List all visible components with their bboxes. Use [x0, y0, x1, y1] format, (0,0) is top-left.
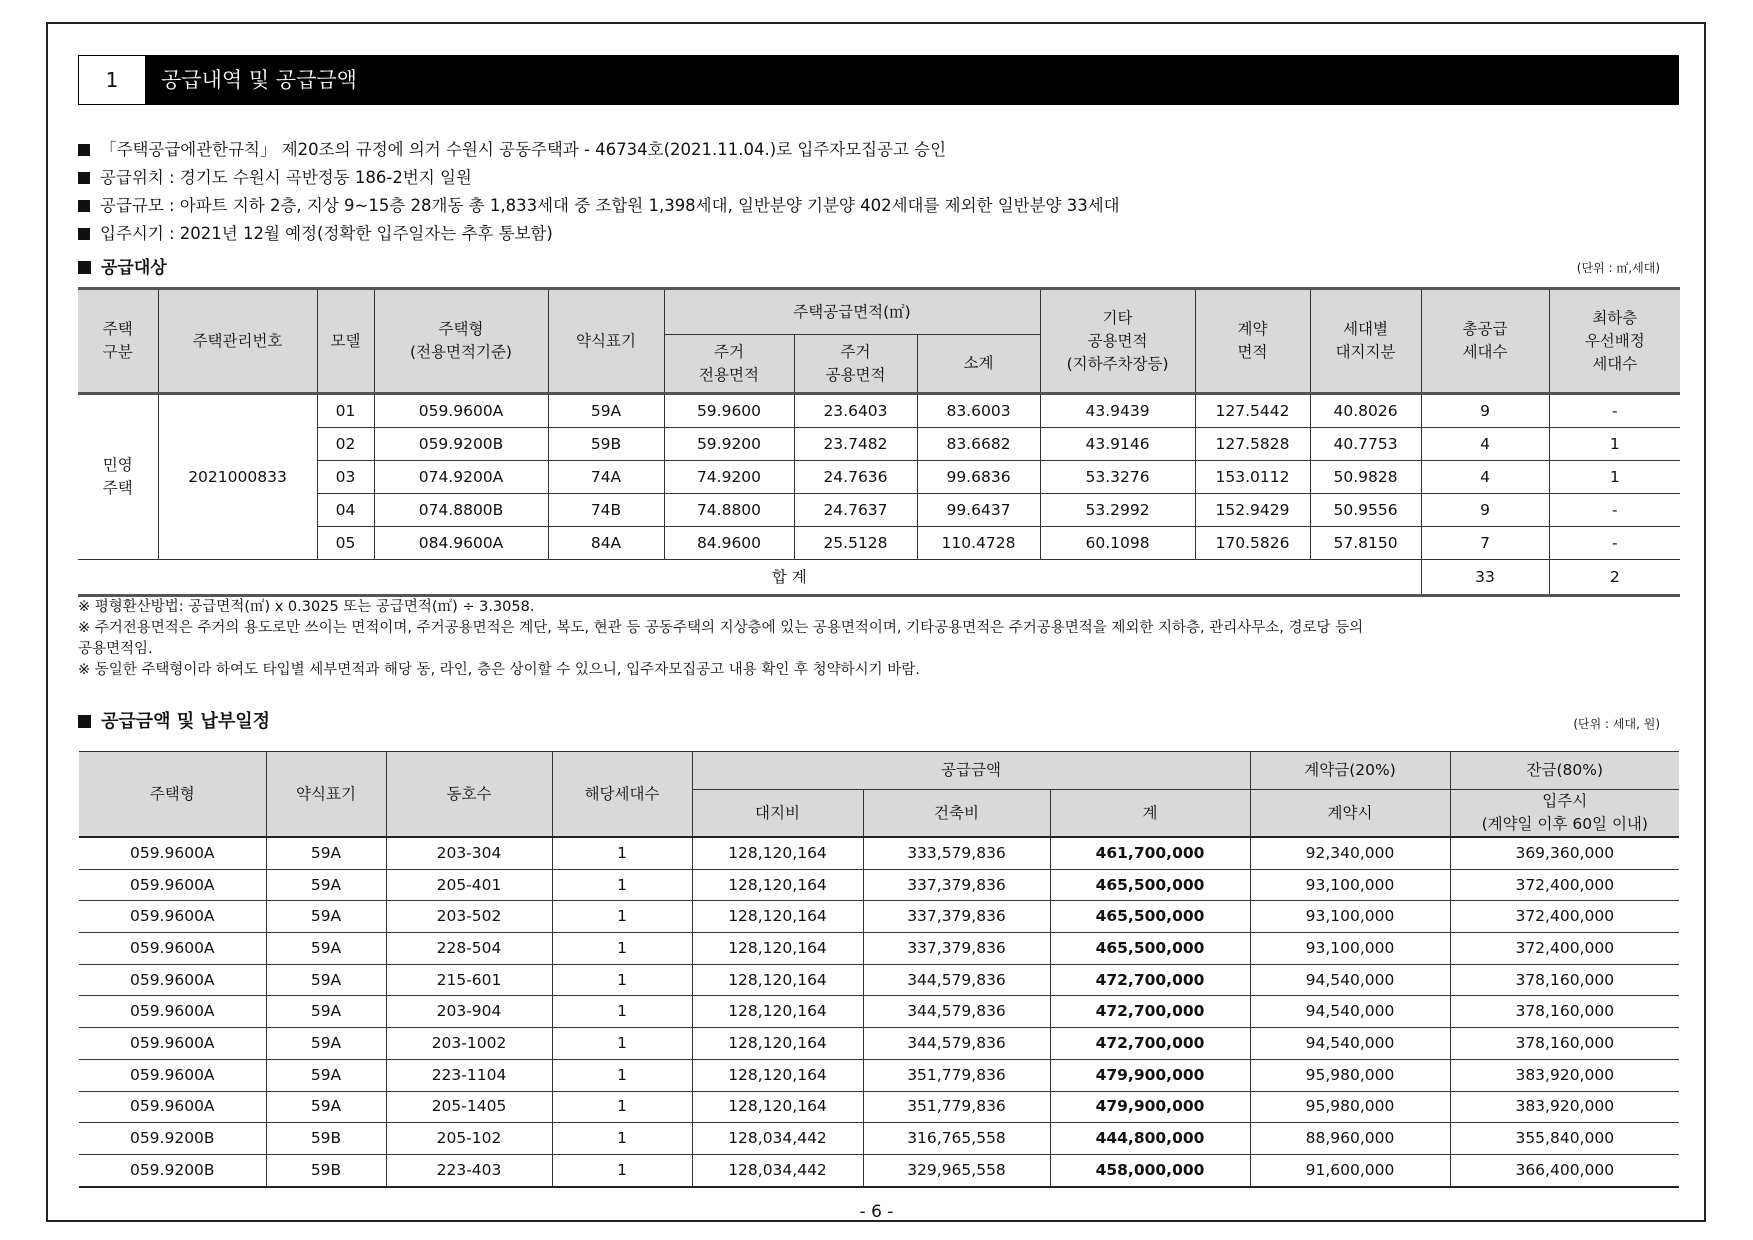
col-total-supply: 총공급 세대수: [1421, 289, 1549, 394]
bullet-item: 입주시기 : 2021년 12월 예정(정확한 입주일자는 추후 통보함): [78, 220, 1678, 248]
cell-deposit: 94,540,000: [1250, 996, 1450, 1028]
col-abbr: 약식표기: [266, 752, 386, 838]
cell-type: 059.9200B: [79, 1154, 266, 1186]
bullet-list: [78, 136, 1678, 248]
cell-count: 1: [552, 1154, 692, 1186]
table-row: [79, 1154, 1679, 1186]
cell-land: 128,120,164: [692, 996, 863, 1028]
cell-total: 458,000,000: [1050, 1154, 1250, 1186]
cell-abbr: 59A: [266, 1059, 386, 1091]
sum-total: 33: [1421, 560, 1549, 596]
cell-total: 465,500,000: [1050, 901, 1250, 933]
col-supply-price: 공급금액: [692, 752, 1250, 790]
cell-balance: 369,360,000: [1450, 837, 1679, 869]
table-row: 02 059.9200B 59B 59.9200 23.7482 83.6682 43.9146 127.5828 40.7753 4 1: [78, 428, 1680, 461]
cell-unit: 203-304: [386, 837, 552, 869]
col-land: 대지비: [692, 790, 863, 838]
cell-unit: 205-1405: [386, 1091, 552, 1123]
cell-abbr: 59A: [266, 901, 386, 933]
col-priority: 최하층 우선배정 세대수: [1549, 289, 1680, 394]
cell-abbr: 59B: [266, 1123, 386, 1155]
mgmt-no-cell: 2021000833: [158, 394, 317, 560]
cell-type: 059.9600A: [79, 837, 266, 869]
cell-type: 059.9600A: [79, 869, 266, 901]
bullet-item: 「주택공급에관한규칙」 제20조의 규정에 의거 수원시 공동주택과 - 46734호(2021.11.04.)로 입주자모집공고 승인: [78, 136, 1678, 164]
note-item: ※ 평형환산방법: 공급면적(㎡) x 0.3025 또는 공급면적(㎡) ÷ 3.3058.: [78, 599, 535, 615]
cell-deposit: 91,600,000: [1250, 1154, 1450, 1186]
cell-building: 344,579,836: [863, 996, 1050, 1028]
price-schedule-table: [79, 751, 1679, 1188]
cell-count: 1: [552, 1123, 692, 1155]
cell-land: 128,120,164: [692, 869, 863, 901]
cell-building: 344,579,836: [863, 964, 1050, 996]
square-bullet-icon: [78, 261, 91, 274]
cell-type: 059.9600A: [79, 1059, 266, 1091]
section-number: 1: [79, 56, 146, 104]
cell-count: 1: [552, 1091, 692, 1123]
cell-unit: 203-904: [386, 996, 552, 1028]
cell-count: 1: [552, 837, 692, 869]
cell-deposit: 88,960,000: [1250, 1123, 1450, 1155]
table-row: 04 074.8800B 74B 74.8800 24.7637 99.6437 53.2992 152.9429 50.9556 9 -: [78, 494, 1680, 527]
cell-type: 059.9600A: [79, 933, 266, 965]
col-deposit-when: 계약시: [1250, 790, 1450, 838]
cell-total: 444,800,000: [1050, 1123, 1250, 1155]
cell-deposit: 93,100,000: [1250, 933, 1450, 965]
cell-abbr: 59A: [266, 1028, 386, 1060]
col-deposit: 계약금(20%): [1250, 752, 1450, 790]
cell-land: 128,120,164: [692, 1059, 863, 1091]
note-item: ※ 동일한 주택형이라 하여도 타입별 세부면적과 해당 동, 라인, 층은 상이할 수 있으니, 입주자모집공고 내용 확인 후 청약하시기 바람.: [78, 662, 920, 678]
cell-building: 316,765,558: [863, 1123, 1050, 1155]
table-row: [79, 933, 1679, 965]
cell-unit: 215-601: [386, 964, 552, 996]
square-bullet-icon: [78, 228, 90, 240]
col-land-share: 세대별 대지지분: [1310, 289, 1421, 394]
cell-deposit: 92,340,000: [1250, 837, 1450, 869]
col-balance-when: 입주시 (계약일 이후 60일 이내): [1450, 790, 1679, 838]
col-unit-no: 동호수: [386, 752, 552, 838]
cell-type: 059.9600A: [79, 1028, 266, 1060]
cell-type: 059.9600A: [79, 996, 266, 1028]
cell-total: 472,700,000: [1050, 1028, 1250, 1060]
cell-building: 337,379,836: [863, 933, 1050, 965]
cell-building: 351,779,836: [863, 1091, 1050, 1123]
cell-total: 472,700,000: [1050, 996, 1250, 1028]
cell-deposit: 93,100,000: [1250, 869, 1450, 901]
cell-building: 337,379,836: [863, 901, 1050, 933]
cell-count: 1: [552, 964, 692, 996]
col-total: 계: [1050, 790, 1250, 838]
cell-abbr: 59A: [266, 869, 386, 901]
group-label: 민영 주택: [78, 394, 158, 560]
cell-land: 128,120,164: [692, 1028, 863, 1060]
cell-land: 128,034,442: [692, 1123, 863, 1155]
cell-land: 128,120,164: [692, 964, 863, 996]
table-row: [79, 1028, 1679, 1060]
square-bullet-icon: [78, 715, 91, 728]
cell-count: 1: [552, 1059, 692, 1091]
cell-abbr: 59A: [266, 964, 386, 996]
table-row: 민영 주택 2021000833 01 059.9600A 59A 59.9600 23.6403 83.6003 43.9439 127.5442 40.8026 9 -: [78, 394, 1680, 428]
col-housing-type: 주택 구분: [78, 289, 158, 394]
cell-land: 128,120,164: [692, 1091, 863, 1123]
cell-balance: 378,160,000: [1450, 996, 1679, 1028]
col-other-common: 기타 공용면적 (지하주차장등): [1040, 289, 1195, 394]
cell-type: 059.9600A: [79, 1091, 266, 1123]
cell-unit: 203-502: [386, 901, 552, 933]
sum-row: [78, 560, 1680, 596]
cell-total: 465,500,000: [1050, 869, 1250, 901]
cell-abbr: 59A: [266, 933, 386, 965]
col-model: 모델: [317, 289, 374, 394]
cell-unit: 228-504: [386, 933, 552, 965]
cell-balance: 372,400,000: [1450, 869, 1679, 901]
cell-count: 1: [552, 933, 692, 965]
table-row: [79, 1059, 1679, 1091]
cell-unit: 223-403: [386, 1154, 552, 1186]
cell-balance: 372,400,000: [1450, 933, 1679, 965]
cell-land: 128,034,442: [692, 1154, 863, 1186]
col-house-type: 주택형: [79, 752, 266, 838]
bullet-item: 공급규모 : 아파트 지하 2층, 지상 9~15층 28개동 총 1,833세대 중 조합원 1,398세대, 일반분양 기분양 402세대를 제외한 일반분양 33세대: [78, 192, 1678, 220]
cell-abbr: 59A: [266, 837, 386, 869]
square-bullet-icon: [78, 200, 90, 212]
supply-target-heading: 공급대상: [78, 253, 167, 278]
supply-target-unit: (단위 : ㎡,세대): [1576, 261, 1660, 275]
cell-total: 465,500,000: [1050, 933, 1250, 965]
sum-label: 합 계: [158, 560, 1421, 596]
note-item: 공용면적임.: [78, 641, 153, 657]
cell-building: 329,965,558: [863, 1154, 1050, 1186]
cell-land: 128,120,164: [692, 901, 863, 933]
cell-land: 128,120,164: [692, 933, 863, 965]
cell-count: 1: [552, 996, 692, 1028]
table-row: [79, 901, 1679, 933]
cell-balance: 372,400,000: [1450, 901, 1679, 933]
cell-land: 128,120,164: [692, 837, 863, 869]
cell-total: 472,700,000: [1050, 964, 1250, 996]
col-common: 주거 공용면적: [794, 335, 917, 394]
table-row: [79, 837, 1679, 869]
cell-building: 351,779,836: [863, 1059, 1050, 1091]
cell-deposit: 94,540,000: [1250, 1028, 1450, 1060]
col-mgmt-no: 주택관리번호: [158, 289, 317, 394]
sum-priority: 2: [1549, 560, 1680, 596]
cell-balance: 383,920,000: [1450, 1091, 1679, 1123]
col-subtotal: 소계: [917, 335, 1040, 394]
col-building: 건축비: [863, 790, 1050, 838]
cell-total: 461,700,000: [1050, 837, 1250, 869]
col-count: 해당세대수: [552, 752, 692, 838]
square-bullet-icon: [78, 144, 90, 156]
cell-building: 337,379,836: [863, 869, 1050, 901]
col-exclusive: 주거 전용면적: [664, 335, 794, 394]
cell-deposit: 94,540,000: [1250, 964, 1450, 996]
table-row: 05 084.9600A 84A 84.9600 25.5128 110.4728 60.1098 170.5826 57.8150 7 -: [78, 527, 1680, 560]
cell-abbr: 59A: [266, 1091, 386, 1123]
col-balance: 잔금(80%): [1450, 752, 1679, 790]
price-schedule-unit: (단위 : 세대, 원): [1573, 717, 1660, 731]
cell-type: 059.9600A: [79, 964, 266, 996]
table-row: [79, 996, 1679, 1028]
cell-total: 479,900,000: [1050, 1059, 1250, 1091]
note-item: ※ 주거전용면적은 주거의 용도로만 쓰이는 면적이며, 주거공용면적은 계단, 복도, 현관 등 공동주택의 지상층에 있는 공용면적이며, 기타공용면적은 주거공용면적을 제외한 지하층, 관리사무소, 경로당 등의: [78, 620, 1364, 636]
cell-balance: 383,920,000: [1450, 1059, 1679, 1091]
notes: [78, 597, 1678, 681]
section-title: 공급내역 및 공급금액: [161, 68, 357, 92]
cell-total: 479,900,000: [1050, 1091, 1250, 1123]
cell-deposit: 95,980,000: [1250, 1091, 1450, 1123]
table-row: [79, 1123, 1679, 1155]
cell-balance: 378,160,000: [1450, 1028, 1679, 1060]
col-house-type: 주택형 (전용면적기준): [374, 289, 548, 394]
col-contract-area: 계약 면적: [1195, 289, 1310, 394]
cell-balance: 378,160,000: [1450, 964, 1679, 996]
table-row: [79, 964, 1679, 996]
cell-unit: 205-102: [386, 1123, 552, 1155]
cell-count: 1: [552, 901, 692, 933]
cell-abbr: 59B: [266, 1154, 386, 1186]
table-row: [79, 869, 1679, 901]
col-abbr: 약식표기: [548, 289, 664, 394]
cell-unit: 223-1104: [386, 1059, 552, 1091]
square-bullet-icon: [78, 172, 90, 184]
page-number: - 6 -: [859, 1202, 894, 1222]
cell-balance: 355,840,000: [1450, 1123, 1679, 1155]
bullet-item: 공급위치 : 경기도 수원시 곡반정동 186-2번지 일원: [78, 164, 1678, 192]
cell-count: 1: [552, 1028, 692, 1060]
col-supply-area: 주택공급면적(㎡): [664, 289, 1040, 335]
cell-deposit: 95,980,000: [1250, 1059, 1450, 1091]
cell-type: 059.9600A: [79, 901, 266, 933]
cell-abbr: 59A: [266, 996, 386, 1028]
cell-count: 1: [552, 869, 692, 901]
cell-building: 344,579,836: [863, 1028, 1050, 1060]
cell-unit: 203-1002: [386, 1028, 552, 1060]
cell-deposit: 93,100,000: [1250, 901, 1450, 933]
price-schedule-heading: 공급금액 및 납부일정: [78, 707, 270, 733]
cell-type: 059.9200B: [79, 1123, 266, 1155]
cell-unit: 205-401: [386, 869, 552, 901]
supply-target-table: [78, 287, 1680, 597]
section-title-bar: [78, 55, 1679, 105]
cell-building: 333,579,836: [863, 837, 1050, 869]
table-row: 03 074.9200A 74A 74.9200 24.7636 99.6836 53.3276 153.0112 50.9828 4 1: [78, 461, 1680, 494]
table-row: [79, 1091, 1679, 1123]
cell-balance: 366,400,000: [1450, 1154, 1679, 1186]
